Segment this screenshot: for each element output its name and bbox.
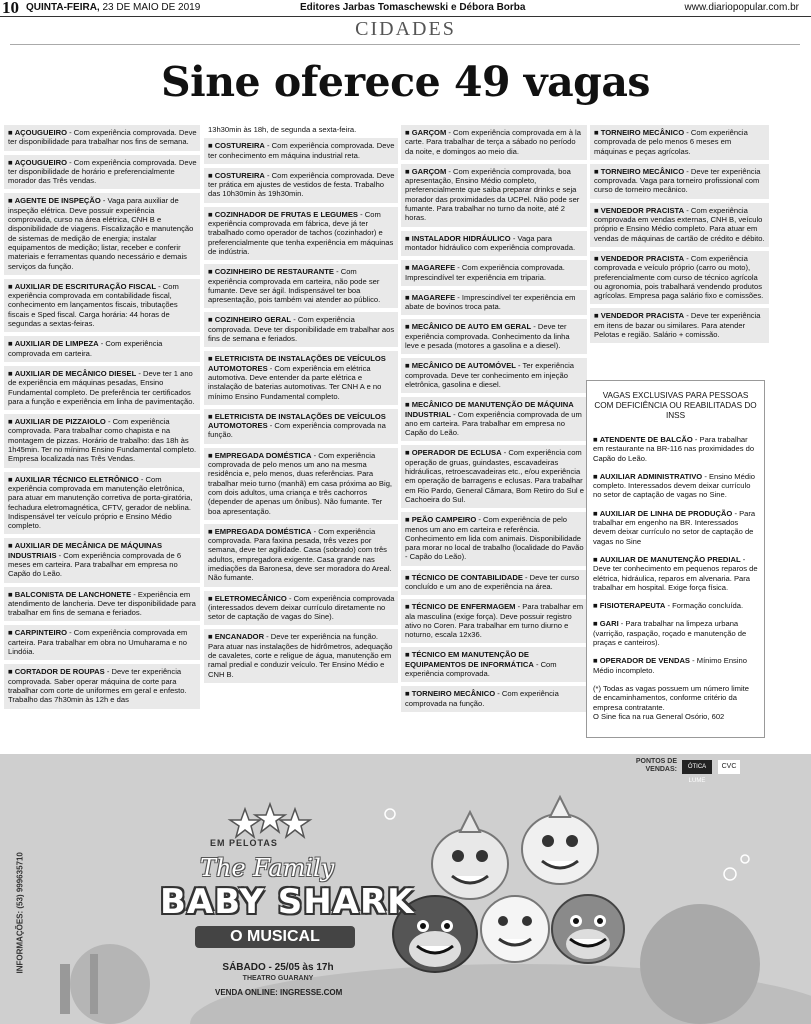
ad-venue: THEATRO GUARANY <box>242 975 314 982</box>
info-phone: INFORMAÇÕES: (53) 999635710 <box>15 852 25 974</box>
job-listing: ■ MAGAREFE - Imprescindível ter experiência em abate de bovinos troca pata. <box>401 290 587 316</box>
job-listing: ■ COSTUREIRA - Com experiência comprovada. Deve ter prática em ajustes de vestidos de festa. Trabalho das 10h30min às 19h30min. <box>204 168 398 203</box>
job-title: COSTUREIRA <box>214 170 265 180</box>
job-description: - Com experiência comprovada em carteira, não pode ser fumante. Deve ser ágil. Indispensável ter boa apresentação, pois também vai atender ao público. <box>208 267 381 305</box>
job-title: AUXILIAR DE LIMPEZA <box>14 339 99 349</box>
job-listing: ■ EMPREGADA DOMÉSTICA - Com experiência comprovada. Para faxina pesada, três vezes por semana, deve ter agilidade. Casa (sobrado) com três adultos, empregadora exigente. Casa grande nas imediações da Baronesa, deve ser moradora do Areal. Não fumante. <box>204 524 398 587</box>
job-listing: ■ OPERADOR DE VENDAS - Mínimo Ensino Médio incompleto. <box>593 656 747 675</box>
job-description: - Deve ter experiência na função. Para atuar nas instalações de hidrômetros, adequação de cavaletes, corte e religue de água, manutenção em ramal predial e conduzir veículo. Ter Ensino Médio e CNH B. <box>208 632 393 679</box>
job-listing: ■ FISIOTERAPEUTA - Formação concluída. <box>593 601 744 611</box>
pcd-box-title: VAGAS EXCLUSIVAS PARA PESSOAS COM DEFICIÊNCIA OU REABILITADAS DO INSS <box>594 391 757 420</box>
ad-musical-banner: O MUSICAL <box>195 926 355 948</box>
job-title: EMPREGADA DOMÉSTICA <box>214 450 312 460</box>
job-description: - Com experiência comprovada em carteira. <box>8 339 163 358</box>
job-listing: ■ TÉCNICO EM MANUTENÇÃO DE EQUIPAMENTOS DE INFORMÁTICA - Com experiência comprovada. <box>401 647 587 682</box>
job-title: AUXILIAR ADMINISTRATIVO <box>599 471 703 481</box>
job-description: - Com experiência em elétrica automotiva. Deve entender da parte elétrica e instalação de baterias automotivas. Ter CNH A e no mínimo Ensino Fundamental completo. <box>208 363 382 401</box>
job-description: - Deve ter 1 ano de experiência em máquinas pesadas, Ensino Fundamental completo. De preferência ter certificados para a função e experiência em linha de pavimentação. <box>8 368 195 406</box>
job-description: - Com experiência comprovada de pelo menos 6 meses em máquinas e peças agrícolas. <box>594 128 748 156</box>
job-listing: ■ AUXILIAR DE MECÂNICA DE MÁQUINAS INDUSTRIAIS - Com experiência comprovada de 6 meses em carteira. Para trabalhar em empresa no Capão do Leão. <box>4 538 200 582</box>
job-description: - Deve ter conhecimento em pequenos reparos de elétrica, hidráulica, reparos em alvenaria. Para trabalhar em hospital. Exige força física. <box>593 554 758 592</box>
job-title: VENDEDOR PRACISTA <box>600 253 685 263</box>
job-description: - Com experiência comprovada em vendas externas, CNH B, veículo próprio e Ensino Médio completo. Para atuar em vendas de máquinas de cartão de crédito e débito. <box>594 205 765 243</box>
job-listing: ■ INSTALADOR HIDRÁULICO - Vaga para montador hidráulico com experiência comprovada. <box>401 231 587 257</box>
job-description: - Com experiência comprovada de um ano em carteira. Para trabalhar em empresa no Capão do Leão. <box>405 409 582 438</box>
ad-date: SÁBADO - 25/05 às 17h <box>222 962 334 973</box>
job-listing: ■ TORNEIRO MECÂNICO - Com experiência comprovada na função. <box>401 686 587 712</box>
job-title: OPERADOR DE ECLUSA <box>411 448 502 458</box>
job-title: COZINHADOR DE FRUTAS E LEGUMES <box>214 209 359 219</box>
job-title: VENDEDOR PRACISTA <box>600 205 685 215</box>
job-title: AUXILIAR DE MECÂNICO DIESEL <box>14 368 137 378</box>
job-listing: ■ TÉCNICO DE ENFERMAGEM - Para trabalhar em ala masculina (exige força). Deve possuir registro ativo no Coren. Para trabalhar em turno diurno e noturno, escala 12x36. <box>401 599 587 643</box>
ad-family-title: The Family <box>200 854 335 882</box>
shark-5 <box>552 895 624 963</box>
job-listing: ■ VENDEDOR PRACISTA - Com experiência comprovada e veículo próprio (carro ou moto), preferencialmente com curso de técnico agrícola ou agronomia, pois trabalhará vendendo produtos agrícolas. Empresa paga salário fixo e comissões. <box>590 251 769 304</box>
column-4 <box>590 125 769 347</box>
job-title: AUXILIAR DE LINHA DE PRODUÇÃO <box>599 508 733 518</box>
header-divider <box>0 16 811 17</box>
job-description: - Imprescindível ter experiência em abate de bovinos troca pata. <box>405 292 576 312</box>
job-listing: ■ ELETROMECÂNICO - Com experiência comprovada (interessados devem deixar currículo diretamente no setor de captação de vagas do Sine). <box>204 591 398 626</box>
job-title: AUXILIAR DE ESCRITURAÇÃO FISCAL <box>14 281 157 291</box>
job-description: - Com experiência comprovada em à la carte. Para trabalhar de terça a sábado no período da noite, e domingos ao meio dia. <box>405 128 581 156</box>
job-title: COZINHEIRO DE RESTAURANTE <box>214 267 334 277</box>
job-title: AGENTE DE INSPEÇÃO <box>14 196 101 206</box>
coral-stem <box>60 964 70 1014</box>
job-description: - Com experiência comprovada na função. <box>405 689 559 708</box>
weekday: QUINTA-FEIRA, <box>26 2 100 13</box>
job-title: PEÃO CAMPEIRO <box>411 515 477 525</box>
store-logo-cvc: CVC <box>718 760 740 774</box>
job-listing: ■ ELETRICISTA DE INSTALAÇÕES DE VEÍCULOS AUTOMOTORES - Com experiência em elétrica automotiva. Deve entender da parte elétrica e instalação de baterias automotivas. Ter CNH A e no mínimo Ensino Fundamental completo. <box>204 351 398 404</box>
job-description: - Experiência em atendimento de lancheria. Deve ter disponibilidade para trabalhar em fins de semana e feriados. <box>8 589 196 618</box>
ad-location: EM PELOTAS <box>210 838 278 848</box>
job-description: - Deve ter experiência comprovada. Conhecimento da linha leve e pesada (motores a gasolina e a diesel). <box>405 322 570 351</box>
job-description: - Com experiência comprovada (interessados devem deixar currículo diretamente no setor de captação de vagas do Sine). <box>208 593 395 622</box>
job-title: ELETRICISTA DE INSTALAÇÕES DE VEÍCULOS AUTOMOTORES <box>208 354 386 373</box>
job-listing: ■ MECÂNICO DE MANUTENÇÃO DE MÁQUINA INDUSTRIAL - Com experiência comprovada de um ano em carteira. Para trabalhar em empresa no Capão do Leão. <box>401 397 587 441</box>
bubble <box>724 868 736 880</box>
column-3 <box>401 125 587 716</box>
coral-bg <box>640 904 760 1024</box>
job-title: TÉCNICO DE CONTABILIDADE <box>411 572 523 582</box>
job-title: AUXILIAR DE PIZZAIOLO <box>14 417 106 427</box>
job-description: - Ter experiência comprovada. Deve ter conhecimento em injeção eletrônica, gasolina e diesel. <box>405 361 575 389</box>
job-title: MAGAREFE <box>411 263 456 273</box>
job-description: - Com experiência comprovada em contabilidade fiscal, conhecimento em lançamentos fiscais, tributações fiscais e Sped fiscal. Carga horária: 44 horas de segundas a sextas-feiras. <box>8 281 179 329</box>
job-title: MECÂNICO DE AUTOMÓVEL <box>411 361 516 371</box>
job-listing: ■ OPERADOR DE ECLUSA - Com experiência com operação de gruas, guindastes, escavadeiras hidráulicas, retroescavadeiras etc., e/ou experiência em operação de barragens e eclusas. Para trabalhar em Rio Pardo, General Câmara, Bom Retiro do Sul e Cachoeira do Sul. <box>401 445 587 508</box>
job-description: - Com experiência comprovada. Deve ter conhecimento em máquina industrial reta. <box>208 141 395 160</box>
job-listing: ■ COZINHEIRO GERAL - Com experiência comprovada. Deve ter disponibilidade em trabalhar aos fins de semana e feriados. <box>204 312 398 347</box>
job-listing: ■ EMPREGADA DOMÉSTICA - Com experiência comprovada de pelo menos um ano na mesma residência e, pelo menos, duas referências. Para trabalhar meio turno (manhã) em casa próxima ao Big, com dois adultos, uma criança e três cachorros (depender de apenas um ônibus). Não fumante. Ter boa apresentação. <box>204 448 398 520</box>
job-title: GARÇOM <box>411 166 447 176</box>
job-description: - Com experiência comprovada. Deve ter disponibilidade em trabalhar aos fins de semana e feriados. <box>208 315 395 344</box>
job-listing: ■ AUXILIAR DE LINHA DE PRODUÇÃO - Para trabalhar em engenho na BR. Interessados devem deixar currículo no setor de captação de vagas no Sine <box>593 508 756 546</box>
job-listing: ■ AUXILIAR DE PIZZAIOLO - Com experiência comprovada. Para trabalhar como chapista e na montagem de pizzas. Horário de trabalho: das 18h às 1h45min. Ter no mínimo Ensino Fundamental completo. Empresa localizada nas Três Vendas. <box>4 414 200 467</box>
page-header <box>0 0 811 16</box>
shark-4 <box>481 896 549 962</box>
bubble <box>385 809 395 819</box>
job-description: - Com experiência comprovada. Para trabalhar como chapista e na montagem de pizzas. Horário de trabalho: das 18h às 1h45min. Ter no mínimo Ensino Fundamental completo. Empresa localizada nas Três Vendas. <box>8 417 197 464</box>
job-listing: ■ TÉCNICO DE CONTABILIDADE - Deve ter curso concluído e um ano de experiência na área. <box>401 570 587 596</box>
rock-bg <box>70 944 150 1024</box>
job-description: - Deve ter experiência comprovada. Saber operar máquina de corte para trabalhar com corte de uniformes em geral e enfesto. Trabalho das 7h30min às 12h e das <box>8 667 187 705</box>
job-title: AÇOUGUEIRO <box>14 157 68 167</box>
coral-stem-2 <box>90 954 98 1014</box>
job-description: - Para trabalhar na limpeza urbana (varrição, raspação, roçado e manutenção de praças e canteiros). <box>593 619 747 648</box>
job-description: - Formação concluída. <box>665 601 744 611</box>
job-listing: ■ GARÇOM - Com experiência comprovada, boa apresentação, Ensino Médio completo, preferencialmente que saiba preparar drinks e seja morador das proximidades da UCPel. Não pode ser fumante. Para trabalhar no turno da noite, até 2 horas. <box>401 164 587 227</box>
job-title: GARI <box>599 619 619 629</box>
job-title: AÇOUGUEIRO <box>14 128 68 137</box>
section-divider <box>10 44 800 45</box>
ad-baby-shark-title: BABY SHARK <box>160 882 415 922</box>
job-description: - Vaga para auxiliar de inspeção elétrica. Deve possuir experiência comprovada, curso na área elétrica, CNH B e disponibilidade de viagens. Fiscalização e manutenção de sistemas de medição de energia; instalar equipamentos de medição; listar, receber e conferir materiais e ferramentas quando necessário e demais serviços da função. <box>8 196 194 271</box>
job-listing: ■ ELETRICISTA DE INSTALAÇÕES DE VEÍCULOS AUTOMOTORES - Com experiência comprovada na função. <box>204 409 398 444</box>
job-description: - Com experiência comprovada. Deve ter disponibilidade para trabalhar nos fins de semana. <box>8 128 197 147</box>
job-title: MAGAREFE <box>411 292 456 302</box>
job-listing: ■ AUXILIAR DE MANUTENÇÃO PREDIAL - Deve ter conhecimento em pequenos reparos de elétrica, hidráulica, reparos em alvenaria. Para trabalhar em hospital. Exige força física. <box>593 554 758 592</box>
job-title: CARPINTEIRO <box>14 628 68 638</box>
sine-address: O Sine fica na rua General Osório, 602 <box>593 711 725 721</box>
job-title: ELETROMECÂNICO <box>214 593 287 603</box>
job-description: - Com experiência comprovada. <box>405 659 557 679</box>
job-title: AUXILIAR DE MECÂNICA DE MÁQUINAS INDUSTRIAIS <box>8 541 163 560</box>
job-title: ATENDENTE DE BALCÃO <box>599 435 693 444</box>
job-title: COSTUREIRA <box>214 141 265 151</box>
points-of-sale-label: PONTOS DE VENDAS: <box>635 758 677 773</box>
job-title: AUXILIAR TÉCNICO ELETRÔNICO <box>14 474 139 484</box>
job-description: - Ensino Médio completo. Interessados devem deixar currículo no setor de captação de vagas no Sine. <box>593 471 755 500</box>
job-listing: ■ AUXILIAR DE LIMPEZA - Com experiência comprovada em carteira. <box>4 336 200 362</box>
job-listing: ■ TORNEIRO MECÂNICO - Deve ter experiência comprovada. Vaga para torneiro profissional com curso de torneiro mecânico. <box>590 164 769 199</box>
job-description: - Com experiência comprovada de 6 meses em carteira. Para trabalhar em empresa no Capão do Leão. <box>8 550 182 579</box>
job-listing: ■ AGENTE DE INSPEÇÃO - Vaga para auxiliar de inspeção elétrica. Deve possuir experiência comprovada, curso na área elétrica, CNH B e disponibilidade de viagens. Fiscalização e manutenção de sistemas de medição de energia; instalar equipamentos de medição; listar, receber e conferir materiais e ferramentas quando necessário e demais serviços da função. <box>4 193 200 274</box>
job-title: EMPREGADA DOMÉSTICA <box>214 526 312 536</box>
pcd-note: (*) Todas as vagas possuem um número limite de encaminhamentos, conforme critério da empresa contratante. <box>593 683 750 712</box>
job-listing: ■ ENCANADOR - Deve ter experiência na função. Para atuar nas instalações de hidrômetros, adequação de cavaletes, corte e religue de água, manutenção em ramal predial e conduzir veículo. Ter Ensino Médio e CNH B. <box>204 629 398 682</box>
job-listing: ■ AUXILIAR ADMINISTRATIVO - Ensino Médio completo. Interessados devem deixar currículo no setor de captação de vagas no Sine. <box>593 471 755 500</box>
job-title: MECÂNICO DE MANUTENÇÃO DE MÁQUINA INDUSTRIAL <box>405 400 574 419</box>
job-description: - Vaga para montador hidráulico com experiência comprovada. <box>405 233 576 252</box>
job-listing: ■ AÇOUGUEIRO - Com experiência comprovada. Deve ter disponibilidade para trabalhar nos fins de semana. <box>4 125 200 151</box>
job-title: CORTADOR DE ROUPAS <box>14 667 105 677</box>
baby-shark-advertisement <box>0 754 811 1024</box>
job-description: - Deve ter curso concluído e um ano de experiência na área. <box>405 572 580 591</box>
job-listing: ■ VENDEDOR PRACISTA - Com experiência comprovada em vendas externas, CNH B, veículo próprio e Ensino Médio completo. Para atuar em vendas de máquinas de cartão de crédito e débito. <box>590 203 769 247</box>
job-listing: ■ PEÃO CAMPEIRO - Com experiência de pelo menos um ano em carteira e referência. Conhecimento em lida com animais. Disponibilidade para morar no local de trabalho (localidade do Pavão - Capão do Leão). <box>401 512 587 565</box>
job-listing: ■ GARÇOM - Com experiência comprovada em à la carte. Para trabalhar de terça a sábado no período da noite, e domingos ao meio dia. <box>401 125 587 160</box>
job-title: TORNEIRO MECÂNICO <box>600 166 685 176</box>
job-listing: ■ COZINHADOR DE FRUTAS E LEGUMES - Com experiência comprovada em fábrica, deve já ter trabalhado como operador de tachos (cozinhador) e preferencialmente que tenha experiência em máquinas de indústria. <box>204 207 398 260</box>
job-description: - Com experiência comprovada. Imprescindível ter experiência em triparia. <box>405 263 565 282</box>
job-title: GARÇOM <box>411 128 447 137</box>
column-1 <box>4 125 200 713</box>
job-title: BALCONISTA DE LANCHONETE <box>14 589 132 599</box>
job-description: - Para trabalhar em engenho na BR. Interessados devem deixar currículo no setor de captação de vagas no Sine <box>593 508 756 546</box>
job-description: - Com experiência comprovada. Deve ter prática em ajustes de vestidos de festa. Trabalho das 10h30min às 19h30min. <box>208 170 395 199</box>
job-description: - Com experiência com operação de gruas, guindastes, escavadeiras hidráulicas, retroescavadeiras etc., e/ou experiência em operação de barragens e eclusas. Para trabalhar em Rio Pardo, General Câmara, Bom Retiro do Sul e Cachoeira do Sul. <box>405 448 584 504</box>
column-2 <box>204 125 398 687</box>
job-title: COZINHEIRO GERAL <box>214 315 292 325</box>
job-title: ENCANADOR <box>214 632 265 642</box>
job-title: MECÂNICO DE AUTO EM GERAL <box>411 322 532 332</box>
store-logo-otica-lume: ÓTICA LUME <box>682 760 712 774</box>
job-listing: ■ VENDEDOR PRACISTA - Deve ter experiência em itens de bazar ou similares. Para atender Pelotas e região. Salário + comissão. <box>590 308 769 343</box>
job-listing: ■ GARI - Para trabalhar na limpeza urbana (varrição, raspação, roçado e manutenção de praças e canteiros). <box>593 619 747 648</box>
job-title: TÉCNICO EM MANUTENÇÃO DE EQUIPAMENTOS DE INFORMÁTICA <box>405 650 534 669</box>
job-title: TORNEIRO MECÂNICO <box>600 128 685 137</box>
job-listing: ■ AUXILIAR TÉCNICO ELETRÔNICO - Com experiência comprovada em manutenção eletrônica, para atuar em manutenção corretiva de porta-giratória, fechadura eletromagnética, CFTV, gerador de neblina. Indispensável ter veículo próprio e Ensino Médio completo. <box>4 472 200 535</box>
pcd-vacancies-box <box>586 380 765 738</box>
stars-decoration <box>230 804 310 837</box>
job-title: FISIOTERAPEUTA <box>599 601 666 611</box>
job-description: - Para trabalhar em restaurante na BR-116 nas proximidades do Capão do Leão. <box>593 435 755 463</box>
job-listing: ■ COZINHEIRO DE RESTAURANTE - Com experiência comprovada em carteira, não pode ser fumante. Deve ser ágil. Indispensável ter boa apresentação, pois também vai atender ao público. <box>204 264 398 308</box>
job-description: - Deve ter experiência comprovada. Vaga para torneiro profissional com curso de torneiro mecânico. <box>594 166 761 195</box>
job-listing: ■ ATENDENTE DE BALCÃO - Para trabalhar em restaurante na BR-116 nas proximidades do Capão do Leão. <box>593 435 755 463</box>
job-listing: ■ AUXILIAR DE ESCRITURAÇÃO FISCAL - Com experiência comprovada em contabilidade fiscal, conhecimento em lançamentos fiscais, tributações fiscais e Sped fiscal. Carga horária: 44 horas de segundas a sextas-feiras. <box>4 279 200 332</box>
job-listing: ■ TORNEIRO MECÂNICO - Com experiência comprovada de pelo menos 6 meses em máquinas e peças agrícolas. <box>590 125 769 160</box>
job-title: INSTALADOR HIDRÁULICO <box>411 233 511 243</box>
job-description: - Com experiência comprovada em carteira. Para trabalhar em obra no Umuharama e no Lindóia. <box>8 628 188 657</box>
job-description: - Com experiência comprovada, boa apresentação, Ensino Médio completo, preferencialmente que saiba preparar drinks e seja morador das proximidades da UCPel. Não pode ser fumante. Para trabalhar no turno da noite, até 2 horas. <box>405 166 580 223</box>
page-number: 10 <box>2 0 19 17</box>
job-description: - Com experiência comprovada em manutenção eletrônica, para atuar em manutenção corretiva de porta-giratória, fechadura eletromagnética, CFTV, gerador de neblina. Indispensável ter veículo próprio e Ensino Médio completo. <box>8 474 193 531</box>
job-listing: ■ AÇOUGUEIRO - Com experiência comprovada. Deve ter disponibilidade de horário e preferencialmente morador das Três vendas. <box>4 155 200 190</box>
section-title: CIDADES <box>355 18 456 40</box>
job-description: - Com experiência comprovada e veículo próprio (carro ou moto), preferencialmente com curso de técnico agrícola ou agronomia, pois trabalhará vendendo produtos agrícolas. Empresa paga salário fixo e comissões. <box>594 253 764 301</box>
job-title: OPERADOR DE VENDAS <box>599 656 690 666</box>
pcd-box-list <box>593 435 758 675</box>
ad-online-sales: VENDA ONLINE: INGRESSE.COM <box>215 988 343 997</box>
job-title: ELETRICISTA DE INSTALAÇÕES DE VEÍCULOS AUTOMOTORES <box>208 411 386 431</box>
job-description: - Com experiência comprovada na função. <box>208 421 386 440</box>
site-url: www.diariopopular.com.br <box>684 2 799 13</box>
shark-1 <box>432 812 508 899</box>
job-title: VENDEDOR PRACISTA <box>600 311 685 321</box>
job-listing: ■ MECÂNICO DE AUTO EM GERAL - Deve ter experiência comprovada. Conhecimento da linha leve e pesada (motores a gasolina e a diesel). <box>401 319 587 354</box>
job-description: - Com experiência comprovada de pelo menos um ano na mesma residência e, pelo menos, duas referências. Para trabalhar meio turno (manhã) em casa próxima ao Big, com dois adultos, uma criança e três cachorros (depender de apenas um ônibus). Não fumante. Ter boa apresentação. <box>208 450 393 516</box>
continued-text: 13h30min às 18h, de segunda a sexta-feira. <box>208 125 357 134</box>
job-description: - Com experiência comprovada. Deve ter disponibilidade de horário e preferencialmente morador das Três vendas. <box>8 157 197 186</box>
job-description: - Com experiência comprovada. Para faxina pesada, três vezes por semana, deve ter agilidade. Casa (sobrado) com três adultos, empregadora exigente. Casa grande nas imediações da Baronesa, deve ser moradora do Areal. Não fumante. <box>208 526 392 583</box>
job-description: - Para trabalhar em ala masculina (exige força). Deve possuir registro ativo no Coren. Para trabalhar em turno diurno e noturno, escala 12x36. <box>405 602 584 640</box>
job-listing: ■ CARPINTEIRO - Com experiência comprovada em carteira. Para trabalhar em obra no Umuharama e no Lindóia. <box>4 625 200 660</box>
job-title: AUXILIAR DE MANUTENÇÃO PREDIAL <box>599 554 741 564</box>
job-listing: ■ CORTADOR DE ROUPAS - Deve ter experiência comprovada. Saber operar máquina de corte para trabalhar com corte de uniformes em geral e enfesto. Trabalho das 7h30min às 12h e das <box>4 664 200 708</box>
column-2-list <box>204 138 398 683</box>
editors-line: Editores Jarbas Tomaschewski e Débora Borba <box>300 2 526 13</box>
job-description: - Com experiência de pelo menos um ano em carteira e referência. Conhecimento em lida com animais. Disponibilidade para morar no local de trabalho (localidade do Pavão - Capão do Leão). <box>405 515 584 562</box>
job-title: TORNEIRO MECÂNICO <box>411 689 496 699</box>
issue-date <box>26 2 200 13</box>
job-description: - Com experiência comprovada em fábrica, deve já ter trabalhado como operador de tachos (cozinhador) e preferencialmente que tenha experiência em máquinas de indústria. <box>208 209 394 256</box>
date-text: 23 DE MAIO DE 2019 <box>102 2 201 13</box>
job-title: TÉCNICO DE ENFERMAGEM <box>411 602 516 612</box>
bubble <box>741 855 749 863</box>
job-description: - Deve ter experiência em itens de bazar ou similares. Para atender Pelotas e região. Salário + comissão. <box>594 311 761 340</box>
job-listing: ■ AUXILIAR DE MECÂNICO DIESEL - Deve ter 1 ano de experiência em máquinas pesadas, Ensino Fundamental completo. De preferência ter certificados para a função e experiência em linha de pavimentação. <box>4 366 200 410</box>
headline: Sine oferece 49 vagas <box>161 58 650 106</box>
job-listing: ■ MECÂNICO DE AUTOMÓVEL - Ter experiência comprovada. Deve ter conhecimento em injeção eletrônica, gasolina e diesel. <box>401 358 587 393</box>
job-listing: ■ COSTUREIRA - Com experiência comprovada. Deve ter conhecimento em máquina industrial reta. <box>204 138 398 164</box>
job-listing: ■ BALCONISTA DE LANCHONETE - Experiência em atendimento de lancheria. Deve ter disponibilidade para trabalhar em fins de semana e feriados. <box>4 587 200 622</box>
job-description: - Mínimo Ensino Médio incompleto. <box>593 656 747 675</box>
shark-2 <box>522 797 598 884</box>
job-listing: ■ MAGAREFE - Com experiência comprovada. Imprescindível ter experiência em triparia. <box>401 260 587 286</box>
